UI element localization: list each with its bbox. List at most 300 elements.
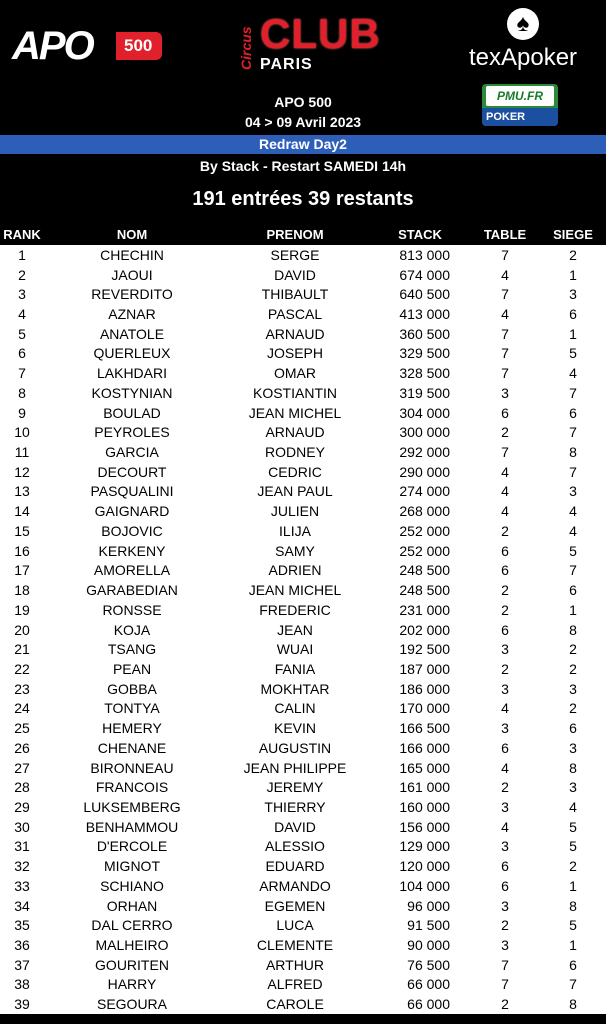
cell-prenom: ARTHUR xyxy=(220,955,370,975)
cell-stack: 76 500 xyxy=(370,955,470,975)
cell-table: 3 xyxy=(470,896,540,916)
cell-table: 3 xyxy=(470,383,540,403)
cell-rank: 13 xyxy=(0,482,44,502)
cell-stack: 161 000 xyxy=(370,777,470,797)
cell-stack: 674 000 xyxy=(370,265,470,285)
cell-table: 7 xyxy=(470,245,540,265)
cell-nom: MALHEIRO xyxy=(44,935,220,955)
table-row xyxy=(0,561,606,581)
cell-siege: 1 xyxy=(540,876,606,896)
cell-prenom: JEAN MICHEL xyxy=(220,403,370,423)
table-row xyxy=(0,935,606,955)
cell-table: 3 xyxy=(470,679,540,699)
cell-siege: 8 xyxy=(540,758,606,778)
table-row xyxy=(0,856,606,876)
restart-subtitle: By Stack - Restart SAMEDI 14h xyxy=(199,158,407,174)
cell-siege: 7 xyxy=(540,422,606,442)
cell-siege: 4 xyxy=(540,521,606,541)
cell-stack: 292 000 xyxy=(370,442,470,462)
cell-siege: 8 xyxy=(540,896,606,916)
circus-text: Circus xyxy=(238,26,254,70)
cell-rank: 38 xyxy=(0,975,44,995)
cell-rank: 10 xyxy=(0,422,44,442)
cell-stack: 66 000 xyxy=(370,994,470,1014)
cell-siege: 2 xyxy=(540,699,606,719)
pmu-text: PMU.FR xyxy=(486,86,554,106)
cell-prenom: LUCA xyxy=(220,915,370,935)
table-row xyxy=(0,797,606,817)
cell-rank: 23 xyxy=(0,679,44,699)
cell-nom: HEMERY xyxy=(44,718,220,738)
cell-prenom: JULIEN xyxy=(220,501,370,521)
cell-prenom: ALESSIO xyxy=(220,837,370,857)
cell-nom: BOJOVIC xyxy=(44,521,220,541)
column-header-stack: STACK xyxy=(370,224,470,245)
cell-nom: JAOUI xyxy=(44,265,220,285)
cell-siege: 8 xyxy=(540,994,606,1014)
cell-stack: 319 500 xyxy=(370,383,470,403)
cell-table: 3 xyxy=(470,718,540,738)
cell-prenom: JEAN PAUL xyxy=(220,482,370,502)
cell-siege: 3 xyxy=(540,284,606,304)
cell-rank: 16 xyxy=(0,541,44,561)
table-row xyxy=(0,324,606,344)
cell-stack: 129 000 xyxy=(370,837,470,857)
table-row xyxy=(0,363,606,383)
cell-siege: 3 xyxy=(540,679,606,699)
cell-nom: DECOURT xyxy=(44,462,220,482)
table-row xyxy=(0,955,606,975)
cell-prenom: MOKHTAR xyxy=(220,679,370,699)
cell-rank: 30 xyxy=(0,817,44,837)
cell-siege: 1 xyxy=(540,600,606,620)
cell-siege: 1 xyxy=(540,324,606,344)
cell-prenom: EDUARD xyxy=(220,856,370,876)
table-row xyxy=(0,620,606,640)
cell-stack: 304 000 xyxy=(370,403,470,423)
cell-stack: 187 000 xyxy=(370,659,470,679)
cell-prenom: WUAI xyxy=(220,639,370,659)
cell-stack: 329 500 xyxy=(370,344,470,364)
cell-stack: 160 000 xyxy=(370,797,470,817)
cell-stack: 166 500 xyxy=(370,718,470,738)
column-header-table: TABLE xyxy=(470,224,540,245)
cell-stack: 640 500 xyxy=(370,284,470,304)
cell-nom: ORHAN xyxy=(44,896,220,916)
table-row xyxy=(0,837,606,857)
cell-rank: 39 xyxy=(0,994,44,1014)
cell-stack: 202 000 xyxy=(370,620,470,640)
cell-rank: 17 xyxy=(0,561,44,581)
cell-table: 6 xyxy=(470,561,540,581)
cell-nom: GARABEDIAN xyxy=(44,580,220,600)
cell-prenom: ARNAUD xyxy=(220,422,370,442)
cell-nom: QUERLEUX xyxy=(44,344,220,364)
cell-rank: 37 xyxy=(0,955,44,975)
cell-prenom: ILIJA xyxy=(220,521,370,541)
table-row xyxy=(0,994,606,1014)
cell-table: 6 xyxy=(470,620,540,640)
event-dates: 04 > 09 Avril 2023 xyxy=(244,114,362,130)
cell-siege: 6 xyxy=(540,403,606,423)
cell-prenom: CAROLE xyxy=(220,994,370,1014)
table-row xyxy=(0,738,606,758)
cell-siege: 3 xyxy=(540,738,606,758)
cell-table: 4 xyxy=(470,265,540,285)
cell-nom: MIGNOT xyxy=(44,856,220,876)
cell-stack: 192 500 xyxy=(370,639,470,659)
cell-prenom: KEVIN xyxy=(220,718,370,738)
cell-table: 7 xyxy=(470,344,540,364)
table-row xyxy=(0,383,606,403)
cell-nom: PEYROLES xyxy=(44,422,220,442)
cell-stack: 186 000 xyxy=(370,679,470,699)
cell-rank: 18 xyxy=(0,580,44,600)
cell-stack: 156 000 xyxy=(370,817,470,837)
table-row xyxy=(0,541,606,561)
table-row xyxy=(0,304,606,324)
cell-nom: ANATOLE xyxy=(44,324,220,344)
table-row xyxy=(0,975,606,995)
cell-stack: 170 000 xyxy=(370,699,470,719)
cell-rank: 11 xyxy=(0,442,44,462)
cell-siege: 7 xyxy=(540,383,606,403)
redraw-banner: Redraw Day2 xyxy=(0,135,606,154)
cell-siege: 4 xyxy=(540,501,606,521)
table-row xyxy=(0,915,606,935)
cell-rank: 7 xyxy=(0,363,44,383)
cell-nom: GOBBA xyxy=(44,679,220,699)
table-row xyxy=(0,699,606,719)
cell-nom: BOULAD xyxy=(44,403,220,423)
cell-nom: SEGOURA xyxy=(44,994,220,1014)
cell-stack: 252 000 xyxy=(370,541,470,561)
cell-siege: 8 xyxy=(540,620,606,640)
cell-siege: 7 xyxy=(540,975,606,995)
table-header-row xyxy=(0,224,606,245)
table-row xyxy=(0,344,606,364)
cell-table: 2 xyxy=(470,994,540,1014)
entries-summary: 191 entrées 39 restants xyxy=(192,188,414,210)
cell-nom: GOURITEN xyxy=(44,955,220,975)
column-header-prenom: PRENOM xyxy=(220,224,370,245)
cell-nom: REVERDITO xyxy=(44,284,220,304)
cell-table: 2 xyxy=(470,915,540,935)
table-row xyxy=(0,679,606,699)
cell-table: 6 xyxy=(470,403,540,423)
cell-prenom: OMAR xyxy=(220,363,370,383)
cell-table: 7 xyxy=(470,363,540,383)
circus-club-logo xyxy=(238,10,381,80)
cell-stack: 165 000 xyxy=(370,758,470,778)
cell-nom: KOJA xyxy=(44,620,220,640)
column-header-rank: RANK xyxy=(0,224,44,245)
cell-prenom: EGEMEN xyxy=(220,896,370,916)
cell-table: 2 xyxy=(470,580,540,600)
table-row xyxy=(0,580,606,600)
cell-siege: 5 xyxy=(540,817,606,837)
table-row xyxy=(0,896,606,916)
cell-prenom: JEREMY xyxy=(220,777,370,797)
club-text: CLUB xyxy=(260,10,381,57)
cell-prenom: FANIA xyxy=(220,659,370,679)
cell-prenom: ADRIEN xyxy=(220,561,370,581)
cell-prenom: JEAN PHILIPPE xyxy=(220,758,370,778)
table-row xyxy=(0,403,606,423)
cell-table: 4 xyxy=(470,304,540,324)
table-row xyxy=(0,777,606,797)
cell-nom: AMORELLA xyxy=(44,561,220,581)
cell-table: 2 xyxy=(470,777,540,797)
cell-prenom: DAVID xyxy=(220,265,370,285)
cell-nom: DAL CERRO xyxy=(44,915,220,935)
cell-siege: 5 xyxy=(540,541,606,561)
cell-rank: 33 xyxy=(0,876,44,896)
table-row xyxy=(0,718,606,738)
table-row xyxy=(0,600,606,620)
cell-nom: CHENANE xyxy=(44,738,220,758)
table-row xyxy=(0,639,606,659)
cell-table: 6 xyxy=(470,738,540,758)
cell-siege: 5 xyxy=(540,837,606,857)
cell-prenom: JEAN MICHEL xyxy=(220,580,370,600)
cell-prenom: DAVID xyxy=(220,817,370,837)
cell-nom: D'ERCOLE xyxy=(44,837,220,857)
cell-siege: 6 xyxy=(540,955,606,975)
cell-prenom: ARNAUD xyxy=(220,324,370,344)
cell-nom: BENHAMMOU xyxy=(44,817,220,837)
cell-table: 4 xyxy=(470,501,540,521)
cell-table: 7 xyxy=(470,324,540,344)
cell-rank: 27 xyxy=(0,758,44,778)
cell-prenom: THIERRY xyxy=(220,797,370,817)
cell-siege: 2 xyxy=(540,639,606,659)
cell-prenom: KOSTIANTIN xyxy=(220,383,370,403)
table-row xyxy=(0,462,606,482)
cell-table: 2 xyxy=(470,600,540,620)
cell-stack: 120 000 xyxy=(370,856,470,876)
cell-prenom: ARMANDO xyxy=(220,876,370,896)
cell-siege: 2 xyxy=(540,245,606,265)
cell-siege: 2 xyxy=(540,856,606,876)
cell-siege: 3 xyxy=(540,482,606,502)
spade-icon: ♠ xyxy=(507,8,539,40)
cell-siege: 6 xyxy=(540,718,606,738)
cell-table: 2 xyxy=(470,521,540,541)
cell-table: 3 xyxy=(470,639,540,659)
cell-rank: 29 xyxy=(0,797,44,817)
cell-siege: 8 xyxy=(540,442,606,462)
cell-nom: BIRONNEAU xyxy=(44,758,220,778)
cell-siege: 7 xyxy=(540,462,606,482)
cell-rank: 26 xyxy=(0,738,44,758)
cell-nom: TSANG xyxy=(44,639,220,659)
cell-table: 7 xyxy=(470,284,540,304)
cell-stack: 91 500 xyxy=(370,915,470,935)
cell-rank: 20 xyxy=(0,620,44,640)
cell-rank: 22 xyxy=(0,659,44,679)
cell-table: 4 xyxy=(470,758,540,778)
cell-rank: 6 xyxy=(0,344,44,364)
cell-nom: CHECHIN xyxy=(44,245,220,265)
cell-stack: 248 500 xyxy=(370,580,470,600)
texapoker-logo xyxy=(458,8,588,73)
cell-table: 4 xyxy=(470,817,540,837)
cell-stack: 96 000 xyxy=(370,896,470,916)
cell-table: 7 xyxy=(470,955,540,975)
cell-rank: 2 xyxy=(0,265,44,285)
cell-nom: LAKHDARI xyxy=(44,363,220,383)
cell-table: 6 xyxy=(470,876,540,896)
cell-nom: KERKENY xyxy=(44,541,220,561)
cell-rank: 34 xyxy=(0,896,44,916)
cell-rank: 4 xyxy=(0,304,44,324)
cell-rank: 19 xyxy=(0,600,44,620)
cell-rank: 35 xyxy=(0,915,44,935)
cell-table: 6 xyxy=(470,856,540,876)
table-row xyxy=(0,442,606,462)
cell-siege: 5 xyxy=(540,344,606,364)
cell-prenom: AUGUSTIN xyxy=(220,738,370,758)
cell-table: 3 xyxy=(470,935,540,955)
cell-rank: 24 xyxy=(0,699,44,719)
cell-prenom: CLEMENTE xyxy=(220,935,370,955)
cell-rank: 21 xyxy=(0,639,44,659)
texapoker-text: texApoker xyxy=(468,44,578,71)
cell-nom: FRANCOIS xyxy=(44,777,220,797)
cell-table: 2 xyxy=(470,422,540,442)
cell-nom: LUKSEMBERG xyxy=(44,797,220,817)
cell-rank: 28 xyxy=(0,777,44,797)
event-title: APO 500 xyxy=(274,94,332,110)
cell-nom: RONSSE xyxy=(44,600,220,620)
cell-rank: 25 xyxy=(0,718,44,738)
cell-rank: 36 xyxy=(0,935,44,955)
cell-siege: 4 xyxy=(540,363,606,383)
cell-siege: 7 xyxy=(540,561,606,581)
cell-stack: 90 000 xyxy=(370,935,470,955)
cell-siege: 1 xyxy=(540,265,606,285)
cell-rank: 31 xyxy=(0,837,44,857)
cell-rank: 1 xyxy=(0,245,44,265)
cell-siege: 6 xyxy=(540,304,606,324)
cell-table: 4 xyxy=(470,482,540,502)
cell-siege: 6 xyxy=(540,580,606,600)
cell-nom: GARCIA xyxy=(44,442,220,462)
cell-table: 2 xyxy=(470,659,540,679)
cell-prenom: SERGE xyxy=(220,245,370,265)
cell-stack: 413 000 xyxy=(370,304,470,324)
table-row xyxy=(0,758,606,778)
table-row xyxy=(0,482,606,502)
apo-logo xyxy=(12,22,172,72)
table-row xyxy=(0,284,606,304)
column-header-siege: SIEGE xyxy=(540,224,606,245)
cell-table: 4 xyxy=(470,462,540,482)
cell-table: 3 xyxy=(470,797,540,817)
cell-prenom: JEAN xyxy=(220,620,370,640)
cell-nom: HARRY xyxy=(44,975,220,995)
table-row xyxy=(0,817,606,837)
cell-table: 7 xyxy=(470,975,540,995)
cell-table: 4 xyxy=(470,699,540,719)
cell-siege: 3 xyxy=(540,777,606,797)
cell-prenom: RODNEY xyxy=(220,442,370,462)
cell-rank: 12 xyxy=(0,462,44,482)
table-row xyxy=(0,521,606,541)
cell-table: 7 xyxy=(470,442,540,462)
column-header-nom: NOM xyxy=(44,224,220,245)
stack-table xyxy=(0,224,606,1014)
table-row xyxy=(0,501,606,521)
cell-nom: KOSTYNIAN xyxy=(44,383,220,403)
table-row xyxy=(0,422,606,442)
cell-stack: 290 000 xyxy=(370,462,470,482)
cell-rank: 14 xyxy=(0,501,44,521)
cell-stack: 274 000 xyxy=(370,482,470,502)
cell-siege: 2 xyxy=(540,659,606,679)
cell-stack: 66 000 xyxy=(370,975,470,995)
header xyxy=(0,0,606,135)
cell-siege: 4 xyxy=(540,797,606,817)
cell-prenom: PASCAL xyxy=(220,304,370,324)
table-row xyxy=(0,876,606,896)
cell-stack: 248 500 xyxy=(370,561,470,581)
apo-logo-text: APO xyxy=(12,24,93,68)
table-row xyxy=(0,659,606,679)
cell-prenom: SAMY xyxy=(220,541,370,561)
cell-prenom: CALIN xyxy=(220,699,370,719)
cell-stack: 268 000 xyxy=(370,501,470,521)
cell-stack: 104 000 xyxy=(370,876,470,896)
cell-stack: 328 500 xyxy=(370,363,470,383)
cell-stack: 360 500 xyxy=(370,324,470,344)
cell-rank: 9 xyxy=(0,403,44,423)
cell-nom: SCHIANO xyxy=(44,876,220,896)
table-row xyxy=(0,265,606,285)
cell-stack: 300 000 xyxy=(370,422,470,442)
cell-stack: 231 000 xyxy=(370,600,470,620)
table-body xyxy=(0,245,606,1014)
cell-nom: PEAN xyxy=(44,659,220,679)
cell-rank: 5 xyxy=(0,324,44,344)
cell-prenom: ALFRED xyxy=(220,975,370,995)
cell-stack: 813 000 xyxy=(370,245,470,265)
cell-nom: TONTYA xyxy=(44,699,220,719)
cell-siege: 5 xyxy=(540,915,606,935)
apo-500-badge: 500 xyxy=(116,32,162,60)
cell-prenom: CEDRIC xyxy=(220,462,370,482)
cell-siege: 1 xyxy=(540,935,606,955)
cell-prenom: FREDERIC xyxy=(220,600,370,620)
paris-text: PARIS xyxy=(260,56,313,73)
cell-rank: 15 xyxy=(0,521,44,541)
cell-prenom: THIBAULT xyxy=(220,284,370,304)
cell-table: 6 xyxy=(470,541,540,561)
cell-prenom: JOSEPH xyxy=(220,344,370,364)
cell-nom: AZNAR xyxy=(44,304,220,324)
cell-table: 3 xyxy=(470,837,540,857)
table-row xyxy=(0,245,606,265)
cell-stack: 252 000 xyxy=(370,521,470,541)
cell-stack: 166 000 xyxy=(370,738,470,758)
cell-rank: 32 xyxy=(0,856,44,876)
cell-rank: 3 xyxy=(0,284,44,304)
cell-rank: 8 xyxy=(0,383,44,403)
cell-nom: PASQUALINI xyxy=(44,482,220,502)
poker-text: POKER xyxy=(482,108,558,126)
cell-nom: GAIGNARD xyxy=(44,501,220,521)
